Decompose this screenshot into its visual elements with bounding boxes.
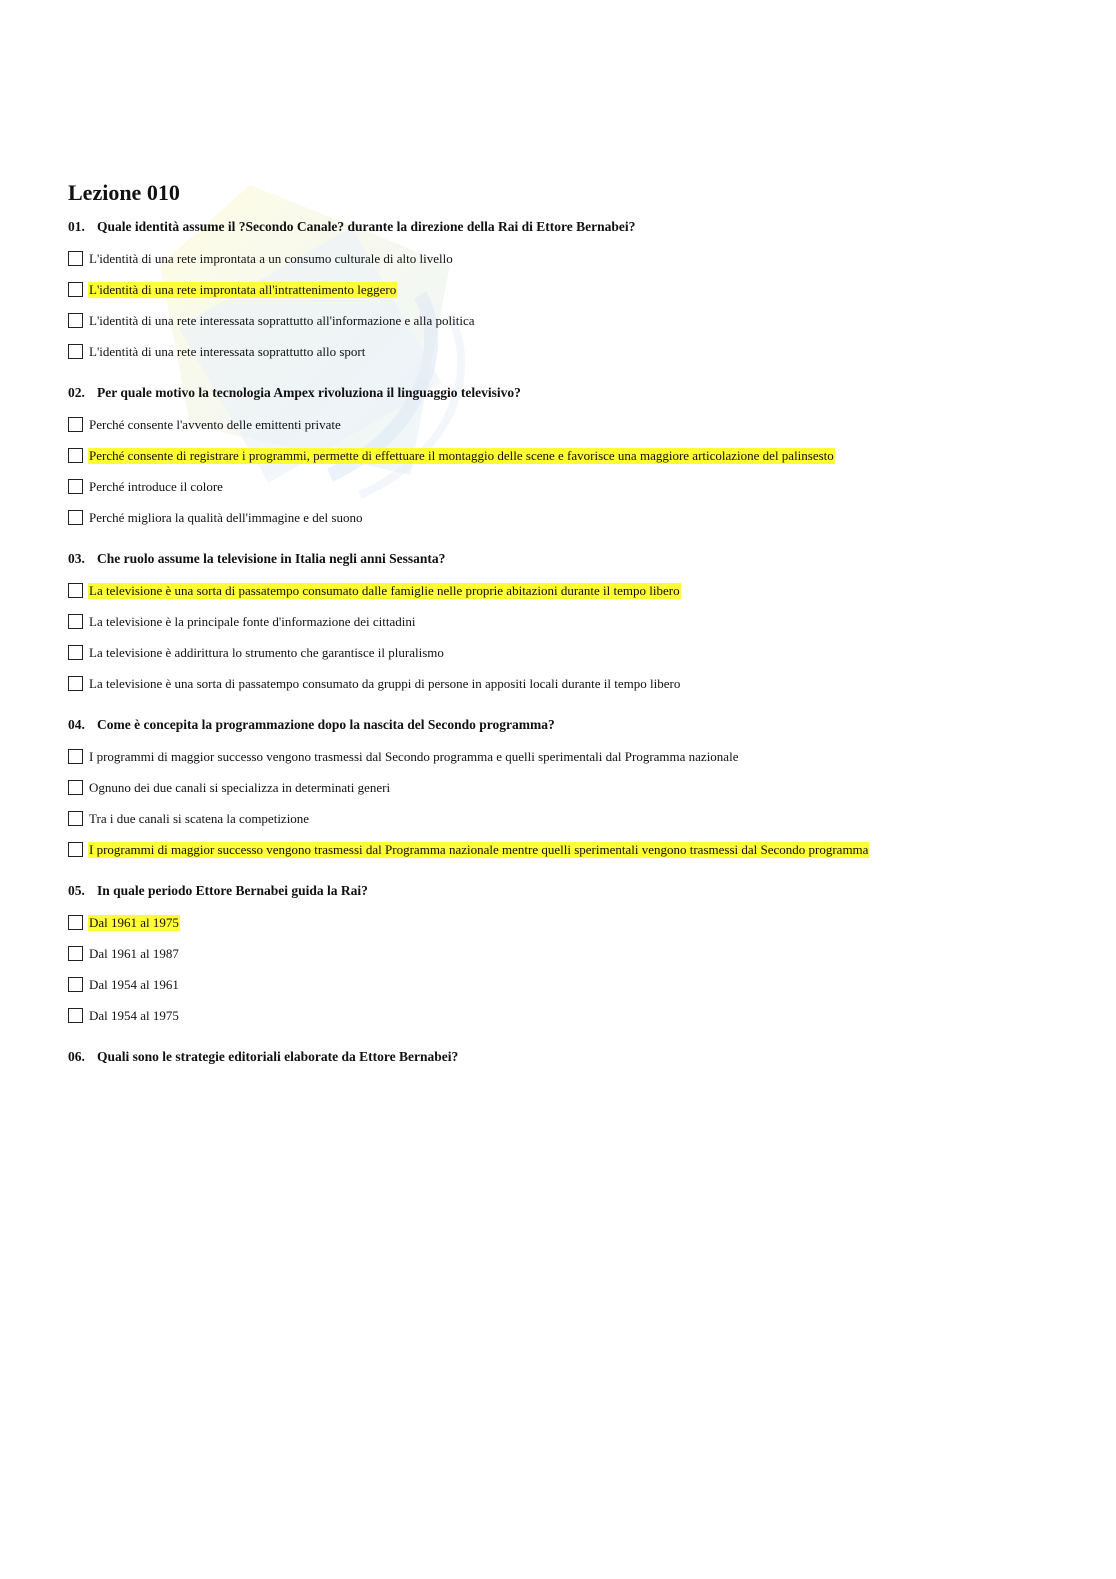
answer-text: Ognuno dei due canali si specializza in determinati generi [89, 779, 391, 795]
question-text: Come è concepita la programmazione dopo la nascita del Secondo programma? [97, 717, 555, 732]
answer-checkbox[interactable] [68, 1008, 83, 1023]
question-block [68, 549, 1068, 699]
answer-option[interactable] [68, 440, 1068, 471]
answer-text: L'identità di una rete interessata soprattutto allo sport [89, 343, 366, 359]
answer-option[interactable] [68, 274, 1068, 305]
question-number: 01. [68, 219, 85, 234]
answer-text-highlighted: Perché consente di registrare i programmi, permette di effettuare il montaggio delle scene e favorisce una maggiore articolazione del palinsesto [89, 447, 834, 463]
answer-text: Tra i due canali si scatena la competizione [89, 810, 310, 826]
answer-option[interactable] [68, 772, 1068, 803]
question-block [68, 217, 1068, 367]
answer-text: Dal 1954 al 1961 [89, 976, 179, 992]
answer-checkbox[interactable] [68, 946, 83, 961]
answer-checkbox[interactable] [68, 448, 83, 463]
answer-checkbox[interactable] [68, 614, 83, 629]
document-page [68, 175, 1068, 1083]
question-heading [68, 383, 1068, 403]
question-text: Che ruolo assume la televisione in Italia negli anni Sessanta? [97, 551, 446, 566]
question-heading [68, 549, 1068, 569]
answer-checkbox[interactable] [68, 780, 83, 795]
question-text: Per quale motivo la tecnologia Ampex rivoluziona il linguaggio televisivo? [97, 385, 521, 400]
answer-checkbox[interactable] [68, 749, 83, 764]
question-number: 03. [68, 551, 85, 566]
question-number: 04. [68, 717, 85, 732]
answer-checkbox[interactable] [68, 313, 83, 328]
answer-option[interactable] [68, 606, 1068, 637]
answer-text: Dal 1954 al 1975 [89, 1007, 179, 1023]
answer-option[interactable] [68, 409, 1068, 440]
lesson-title: Lezione 010 [68, 180, 180, 205]
answer-text: Perché introduce il colore [89, 478, 223, 494]
question-heading [68, 715, 1068, 735]
answer-text: L'identità di una rete interessata soprattutto all'informazione e alla politica [89, 312, 475, 328]
answer-option[interactable] [68, 243, 1068, 274]
answer-option[interactable] [68, 502, 1068, 533]
answer-option[interactable] [68, 305, 1068, 336]
question-text: Quale identità assume il ?Secondo Canale? durante la direzione della Rai di Ettore Bernabei? [97, 219, 636, 234]
answer-checkbox[interactable] [68, 344, 83, 359]
answer-option[interactable] [68, 575, 1068, 606]
answer-option[interactable] [68, 471, 1068, 502]
answer-option[interactable] [68, 1000, 1068, 1031]
question-block [68, 881, 1068, 1031]
answer-option[interactable] [68, 938, 1068, 969]
answer-option[interactable] [68, 969, 1068, 1000]
answer-checkbox[interactable] [68, 645, 83, 660]
question-number: 05. [68, 883, 85, 898]
question-block [68, 715, 1068, 865]
answer-checkbox[interactable] [68, 417, 83, 432]
question-number: 02. [68, 385, 85, 400]
answer-text: La televisione è addirittura lo strumento che garantisce il pluralismo [89, 644, 444, 660]
answer-text: La televisione è una sorta di passatempo consumato da gruppi di persone in appositi locali durante il tempo libero [89, 675, 681, 691]
answer-text: Perché consente l'avvento delle emittenti private [89, 416, 341, 432]
answer-text-highlighted: I programmi di maggior successo vengono trasmessi dal Programma nazionale mentre quelli sperimentali vengono trasmessi dal Secondo programma [89, 841, 869, 857]
answer-checkbox[interactable] [68, 676, 83, 691]
answer-checkbox[interactable] [68, 479, 83, 494]
answer-option[interactable] [68, 803, 1068, 834]
answer-text: La televisione è la principale fonte d'informazione dei cittadini [89, 613, 416, 629]
question-block [68, 1047, 1068, 1067]
answer-option[interactable] [68, 668, 1068, 699]
question-number: 06. [68, 1049, 85, 1064]
answer-text: I programmi di maggior successo vengono trasmessi dal Secondo programma e quelli sperimentali dal Programma nazionale [89, 748, 739, 764]
answer-option[interactable] [68, 741, 1068, 772]
answer-text-highlighted: La televisione è una sorta di passatempo consumato dalle famiglie nelle proprie abitazioni durante il tempo libero [89, 582, 680, 598]
question-heading [68, 217, 1068, 237]
answer-text: Dal 1961 al 1987 [89, 945, 179, 961]
answer-option[interactable] [68, 834, 1068, 865]
question-text: Quali sono le strategie editoriali elaborate da Ettore Bernabei? [97, 1049, 459, 1064]
answer-checkbox[interactable] [68, 583, 83, 598]
question-block [68, 383, 1068, 533]
answer-checkbox[interactable] [68, 977, 83, 992]
answer-checkbox[interactable] [68, 915, 83, 930]
answer-text: Perché migliora la qualità dell'immagine e del suono [89, 509, 363, 525]
answer-checkbox[interactable] [68, 282, 83, 297]
answer-checkbox[interactable] [68, 510, 83, 525]
answer-text-highlighted: L'identità di una rete improntata all'intrattenimento leggero [89, 281, 397, 297]
answer-option[interactable] [68, 907, 1068, 938]
question-list [68, 217, 1068, 1067]
answer-checkbox[interactable] [68, 842, 83, 857]
answer-text-highlighted: Dal 1961 al 1975 [89, 914, 179, 930]
answer-text: L'identità di una rete improntata a un consumo culturale di alto livello [89, 250, 453, 266]
answer-checkbox[interactable] [68, 811, 83, 826]
question-heading [68, 1047, 1068, 1067]
question-text: In quale periodo Ettore Bernabei guida la Rai? [97, 883, 368, 898]
answer-checkbox[interactable] [68, 251, 83, 266]
question-heading [68, 881, 1068, 901]
answer-option[interactable] [68, 336, 1068, 367]
answer-option[interactable] [68, 637, 1068, 668]
